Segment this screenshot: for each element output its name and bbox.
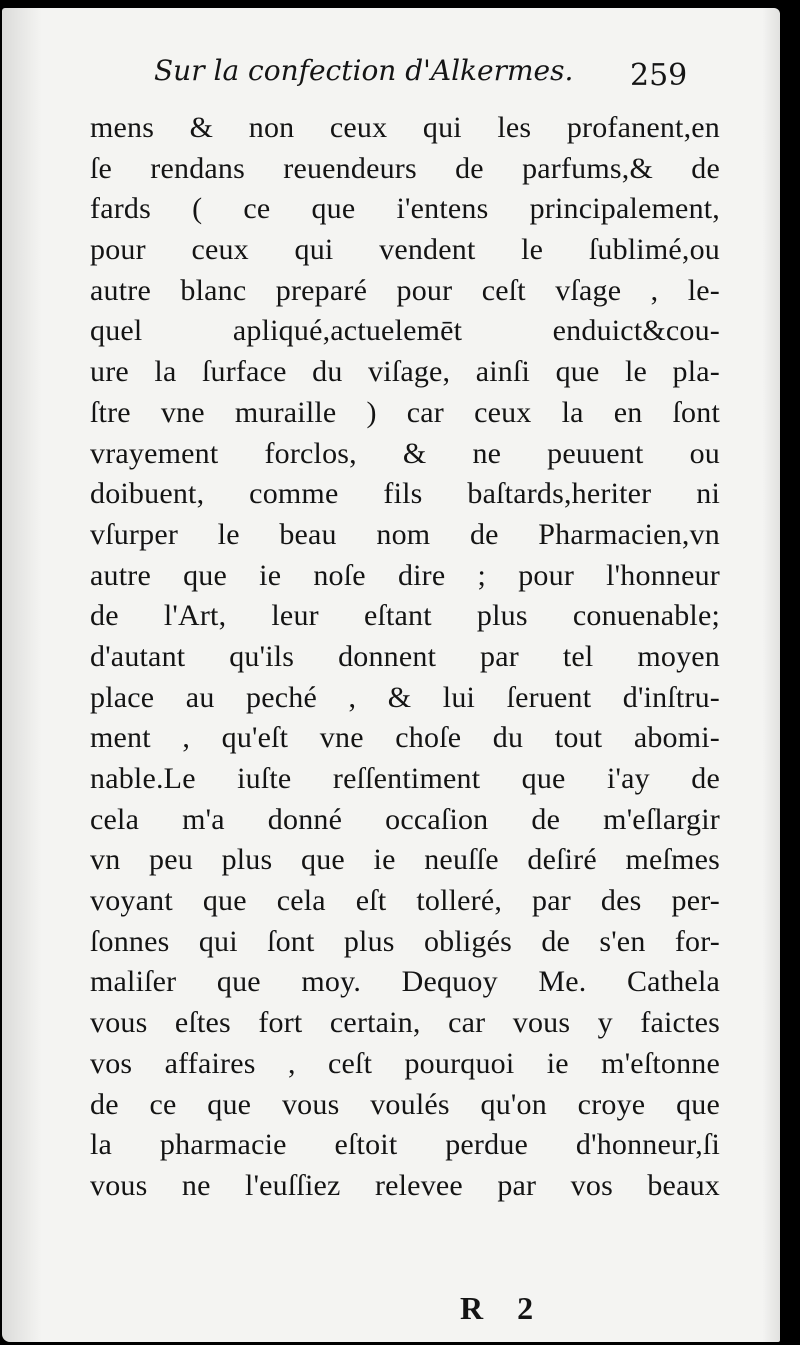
text-line: de ce que vous voulés qu'on croye que (90, 1087, 720, 1121)
text-line: ure la ſurface du viſage, ainſi que le pla- (90, 355, 720, 389)
spine-shadow (2, 8, 42, 1342)
text-line: doibuent, comme fils baſtards,heriter ni (90, 477, 720, 511)
running-head: Sur la confection d'Alkermes. (154, 54, 574, 87)
text-line: ſe rendans reuendeurs de parfums,& de (90, 151, 720, 185)
text-line: place au peché , & lui ſeruent d'inſtru- (90, 680, 720, 714)
text-line: vos affaires , ceſt pourquoi ie m'eſtonne (90, 1046, 720, 1080)
text-line: voyant que cela eſt tolleré, par des per- (90, 884, 720, 918)
text-line: d'autant qu'ils donnent par tel moyen (90, 639, 720, 673)
text-line: pour ceux qui vendent le ſublimé,ou (90, 233, 720, 267)
text-line: mens & non ceux qui les profanent,en (90, 111, 720, 144)
text-line: ment , qu'eſt vne choſe du tout abomi- (90, 721, 720, 755)
text-line: maliſer que moy. Dequoy Me. Cathela (90, 965, 720, 999)
text-line: nable.Le iuſte reſſentiment que i'ay de (90, 762, 720, 795)
book-page (2, 8, 780, 1342)
page-number: 259 (630, 58, 688, 93)
text-line: vous eſtes fort certain, car vous y faictes (90, 1006, 720, 1040)
text-line: ſonnes qui ſont plus obligés de s'en for- (90, 924, 720, 958)
signature-mark: R 2 (460, 1290, 534, 1326)
page-edge-shadow (762, 8, 780, 1342)
text-line: cela m'a donné occaſion de m'eſlargir (90, 802, 720, 836)
text-line: vn peu plus que ie neuſſe deſiré meſmes (90, 843, 720, 877)
text-line: fards ( ce que i'entens principalement, (90, 192, 720, 226)
text-line: de l'Art, leur eſtant plus conuenable; (90, 599, 720, 633)
text-line: autre que ie noſe dire ; pour l'honneur (90, 558, 720, 592)
text-line: vſurper le beau nom de Pharmacien,vn (90, 517, 720, 551)
text-line: autre blanc preparé pour ceſt vſage , le- (90, 273, 720, 307)
text-line: ſtre vne muraille ) car ceux la en ſont (90, 395, 720, 429)
text-line: vous ne l'euſſiez relevee par vos beaux (90, 1168, 720, 1202)
text-line: vrayement forclos, & ne peuuent ou (90, 436, 720, 470)
text-line: la pharmacie eſtoit perdue d'honneur,ſi (90, 1128, 720, 1162)
body-text (90, 108, 720, 1207)
text-line: quel apliqué,actuelemēt enduict&cou- (90, 314, 720, 348)
